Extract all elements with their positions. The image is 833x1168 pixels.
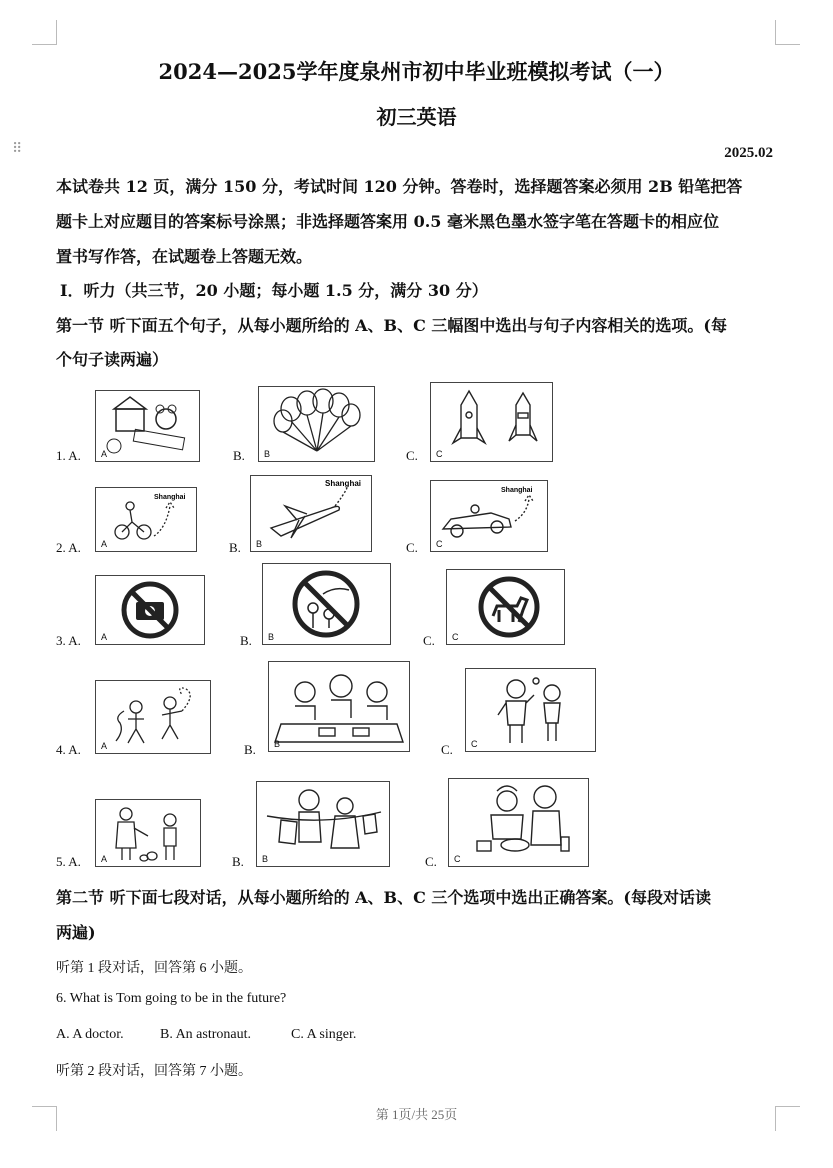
intro-line-3: 置书写作答，在试题卷上答题无效。 [56,247,313,266]
picture-tag: B [256,539,263,549]
no-flowers-sign [263,564,390,644]
crop-mark-top-left [32,20,57,45]
picture-tag: C [471,739,478,749]
standing-kids-illustration [466,669,595,751]
shanghai-label: Shanghai [501,487,533,494]
question-number: 1. A. [56,448,81,463]
drawing-kids-illustration [269,662,409,751]
section1-instructions-1: 第一节 听下面五个句子，从每小题所给的 A、B、C 三幅图中选出与句子内容相关的选项。(每 [56,316,727,335]
cooking-illustration [449,779,588,866]
question-number: 2. A. [56,540,81,555]
picture-no-dogs-sign[interactable] [446,569,565,645]
picture-hanging-clothes[interactable] [256,781,390,867]
q6-option-b[interactable]: B. An astronaut. [160,1027,251,1042]
picture-no-picking-flowers-sign[interactable] [262,563,391,645]
picture-balloons[interactable] [258,386,375,462]
picture-tag: C [436,449,443,459]
car-illustration [431,481,547,551]
part-heading: Ⅰ．听力（共三节，20 小题；每小题 1.5 分，满分 30 分） [60,281,488,300]
q6-option-c[interactable]: C. A singer. [291,1027,357,1042]
picture-tag: B [264,449,271,459]
question-6: 6. What is Tom going to be in the future? [56,991,287,1006]
feeding-illustration [96,800,200,866]
intro-line-2: 题卡上对应题目的答案标号涂黑；非选择题答案用 0.5 毫米黑色墨水签字笔在答题卡的相应位 [56,212,719,231]
picture-tag: A [101,632,108,642]
picture-no-photos-sign[interactable] [95,575,205,645]
drag-handle-icon[interactable]: ⠿ [12,141,21,157]
picture-cooking[interactable] [448,778,589,867]
shanghai-label: Shanghai [154,494,186,501]
no-camera-sign [96,576,204,644]
picture-tag: C [436,539,443,549]
exam-date: 2025.02 [724,145,773,161]
balloons-illustration [259,387,374,461]
option-c-label: C. [441,742,453,757]
question-number: 5. A. [56,854,81,869]
picture-tag: C [452,632,459,642]
bike-illustration [96,488,196,551]
picture-tag: C [454,854,461,864]
option-b-label: B. [244,742,256,757]
option-c-label: C. [423,633,435,648]
shanghai-label: Shanghai [325,479,362,488]
section2-instructions-1: 第二节 听下面七段对话，从每小题所给的 A、B、C 三个选项中选出正确答案。(每段对话读 [56,888,711,907]
picture-plane-to-shanghai[interactable] [250,475,372,552]
kite-illustration [96,681,210,753]
picture-feeding-chickens[interactable] [95,799,201,867]
plane-illustration [251,476,371,551]
picture-kids-flying-kite[interactable] [95,680,211,754]
picture-bike-to-shanghai[interactable] [95,487,197,552]
page-subtitle: 初三英语 [376,105,457,129]
toys-illustration [96,391,199,461]
no-dogs-sign [447,570,564,644]
dialog-2-note: 听第 2 段对话，回答第 7 小题。 [56,1064,252,1079]
picture-tag: A [101,449,108,459]
picture-tag: A [101,741,108,751]
page-title: 2024—2025学年度泉州市初中毕业班模拟考试（一） [158,59,675,84]
picture-tag: B [268,632,275,642]
picture-tag: A [101,854,108,864]
rockets-illustration [431,383,552,461]
q6-option-a[interactable]: A. A doctor. [56,1027,124,1042]
option-c-label: C. [406,448,418,463]
option-c-label: C. [406,540,418,555]
clothes-illustration [257,782,389,866]
question-number: 4. A. [56,742,81,757]
picture-rockets[interactable] [430,382,553,462]
option-b-label: B. [233,448,245,463]
option-c-label: C. [425,854,437,869]
question-number: 3. A. [56,633,81,648]
picture-kids-drawing[interactable] [268,661,410,752]
option-b-label: B. [240,633,252,648]
picture-tag: B [274,739,281,749]
crop-mark-top-right [775,20,800,45]
intro-line-1: 本试卷共 12 页，满分 150 分，考试时间 120 分钟。答卷时，选择题答案必须用 2B 铅笔把答 [56,177,743,196]
section1-instructions-2: 个句子读两遍） [56,350,169,369]
dialog-1-note: 听第 1 段对话，回答第 6 小题。 [56,961,252,976]
page-footer: 第 1页/共 25页 [375,1107,458,1122]
picture-car-to-shanghai[interactable] [430,480,548,552]
option-b-label: B. [229,540,241,555]
picture-tag: A [101,539,108,549]
picture-toys[interactable] [95,390,200,462]
section2-instructions-2: 两遍) [56,923,96,942]
option-b-label: B. [232,854,244,869]
picture-kids-standing[interactable] [465,668,596,752]
picture-tag: B [262,854,269,864]
